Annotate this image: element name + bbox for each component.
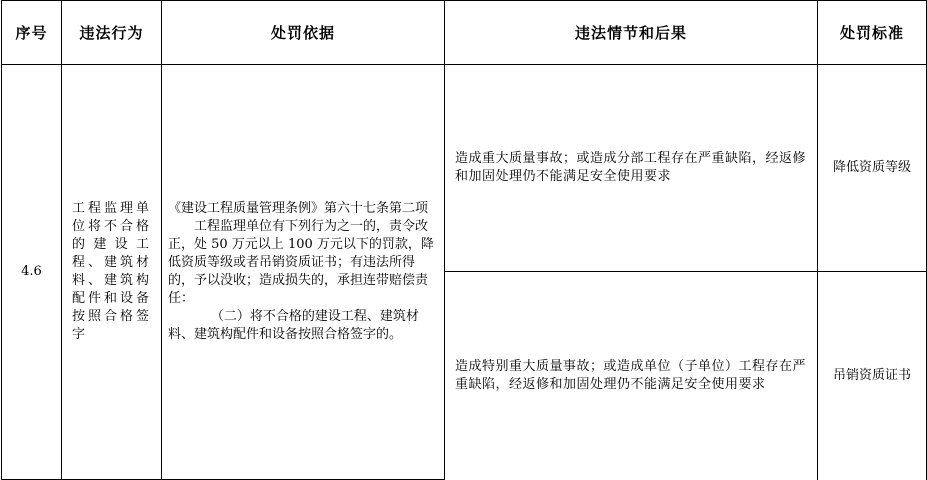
table-row: [2, 65, 927, 272]
table-header-row: [2, 1, 927, 65]
basis-provision: 工程监理单位有下列行为之一的，责令改正，处 50 万元以上 100 万元以下的罚款，降低资质等级或者吊销资质证书；有违法所得的，予以没收；造成损失的，承担连带赔偿责任：: [168, 219, 434, 306]
violation-cell: [62, 65, 162, 480]
basis-item: （二）将不合格的建设工程、建筑材料、建筑构配件和设备按照合格签字的。: [168, 309, 419, 342]
legal-basis-cell: [162, 65, 445, 480]
header-seq: 序号: [2, 1, 62, 65]
header-penalty-standard: 处罚标准: [818, 1, 927, 65]
header-legal-basis: 处罚依据: [162, 1, 445, 65]
header-circumstances: 违法情节和后果: [445, 1, 818, 65]
seq-cell: 4.6: [2, 65, 62, 480]
penalty-table: [1, 0, 927, 480]
standard-cell-2: 吊销资质证书: [818, 272, 927, 480]
circumstances-cell-2: 造成特别重大质量事故；或造成单位（子单位）工程存在严重缺陷，经返修和加固处理仍不能满足安全使用要求: [445, 272, 818, 480]
violation-text: 工程监理单位将不合格的建设工程、建筑材料、建筑构配件和设备按照合格签字: [72, 201, 151, 342]
standard-cell-1: 降低资质等级: [818, 65, 927, 272]
circumstances-cell-1: 造成重大质量事故；或造成分部工程存在严重缺陷，经返修和加固处理仍不能满足安全使用要求: [445, 65, 818, 272]
basis-citation: 《建设工程质量管理条例》第六十七条第二项: [168, 201, 429, 216]
header-violation: 违法行为: [62, 1, 162, 65]
